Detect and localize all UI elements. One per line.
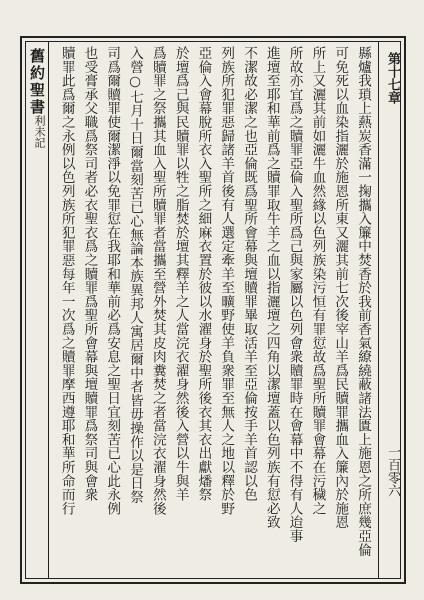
text-line: 亞倫入會幕脫所衣入聖所之細麻衣置於彼以水濯身於聖所後衣其衣出獻燔祭 [195,46,212,502]
text-line: 入營○七月十日爾當刻苦已心無論本族異邦人寓居爾中者皆毋操作以是日祭 [127,46,144,504]
main-text [54,46,374,574]
text-line: 列族所犯罪惡歸諸羊首後有人選定牽羊至曠野使羊負衆罪至無人之地以釋於野 [218,46,235,516]
book-title: 舊約聖書 [28,48,46,116]
text-line: 爲贖罪之祭攜其血入聖所贖罪者當攜至營外焚其皮肉糞焚之者當浣衣濯身然後 [149,46,166,516]
book-name: 利未記 [33,115,46,148]
text-line: 贖罪此爲爾之永例以色列族所犯罪惡每年一次爲之贖罪摩西遵耶和華所命而行 [58,46,75,516]
text-line: 所故亦宜爲之贖罪亞倫入聖所爲己與家屬以色列會衆贖罪時在會幕中不得有人迨事 [286,46,303,543]
text-line: 也受膏承父職爲祭司者必衣聖衣爲之贖罪爲聖所會幕與壇贖罪爲祭司與會衆 [81,46,98,502]
text-line: 縣爐我瑣上爇炭香滿一掬攜入簾中焚香於我前香氣繚繞蔽諸法匱上施恩之所庶幾亞倫 [355,46,371,557]
left-margin-rule [48,41,49,579]
right-margin-rule [378,41,379,579]
text-line: 進壇至耶和華前爲之贖罪取牛羊之血以指灑壇之四角以潔壇蓋以色列族有愆必致 [263,46,280,529]
text-line: 不潔故必潔之也亞倫既爲聖所會幕與壇贖罪畢取活羊至亞倫按手羊首認以色 [241,46,258,502]
text-line: 所上又灑其前如灑牛血然緣以色列族染污恒有罪愆故爲聖所贖罪會幕在污穢之 [309,46,326,516]
text-line: 於壇爲己與民贖罪以牲之脂焚於壇其釋羊之人當浣衣濯身然後入營以牛與羊 [172,46,189,502]
text-line: 司爲爾贖罪使爾潔淨以免罪愆在我耶和華前必爲安息之聖日宜刻苦已心此永例 [104,46,121,516]
page-number: 一百零六 [385,445,400,497]
chapter-heading: 第十七章 [385,52,400,104]
text-line: 可免死以血染指灑於施恩所東又灑其前七次後宰山羊爲民贖罪攜血入簾內於施恩 [332,46,349,529]
